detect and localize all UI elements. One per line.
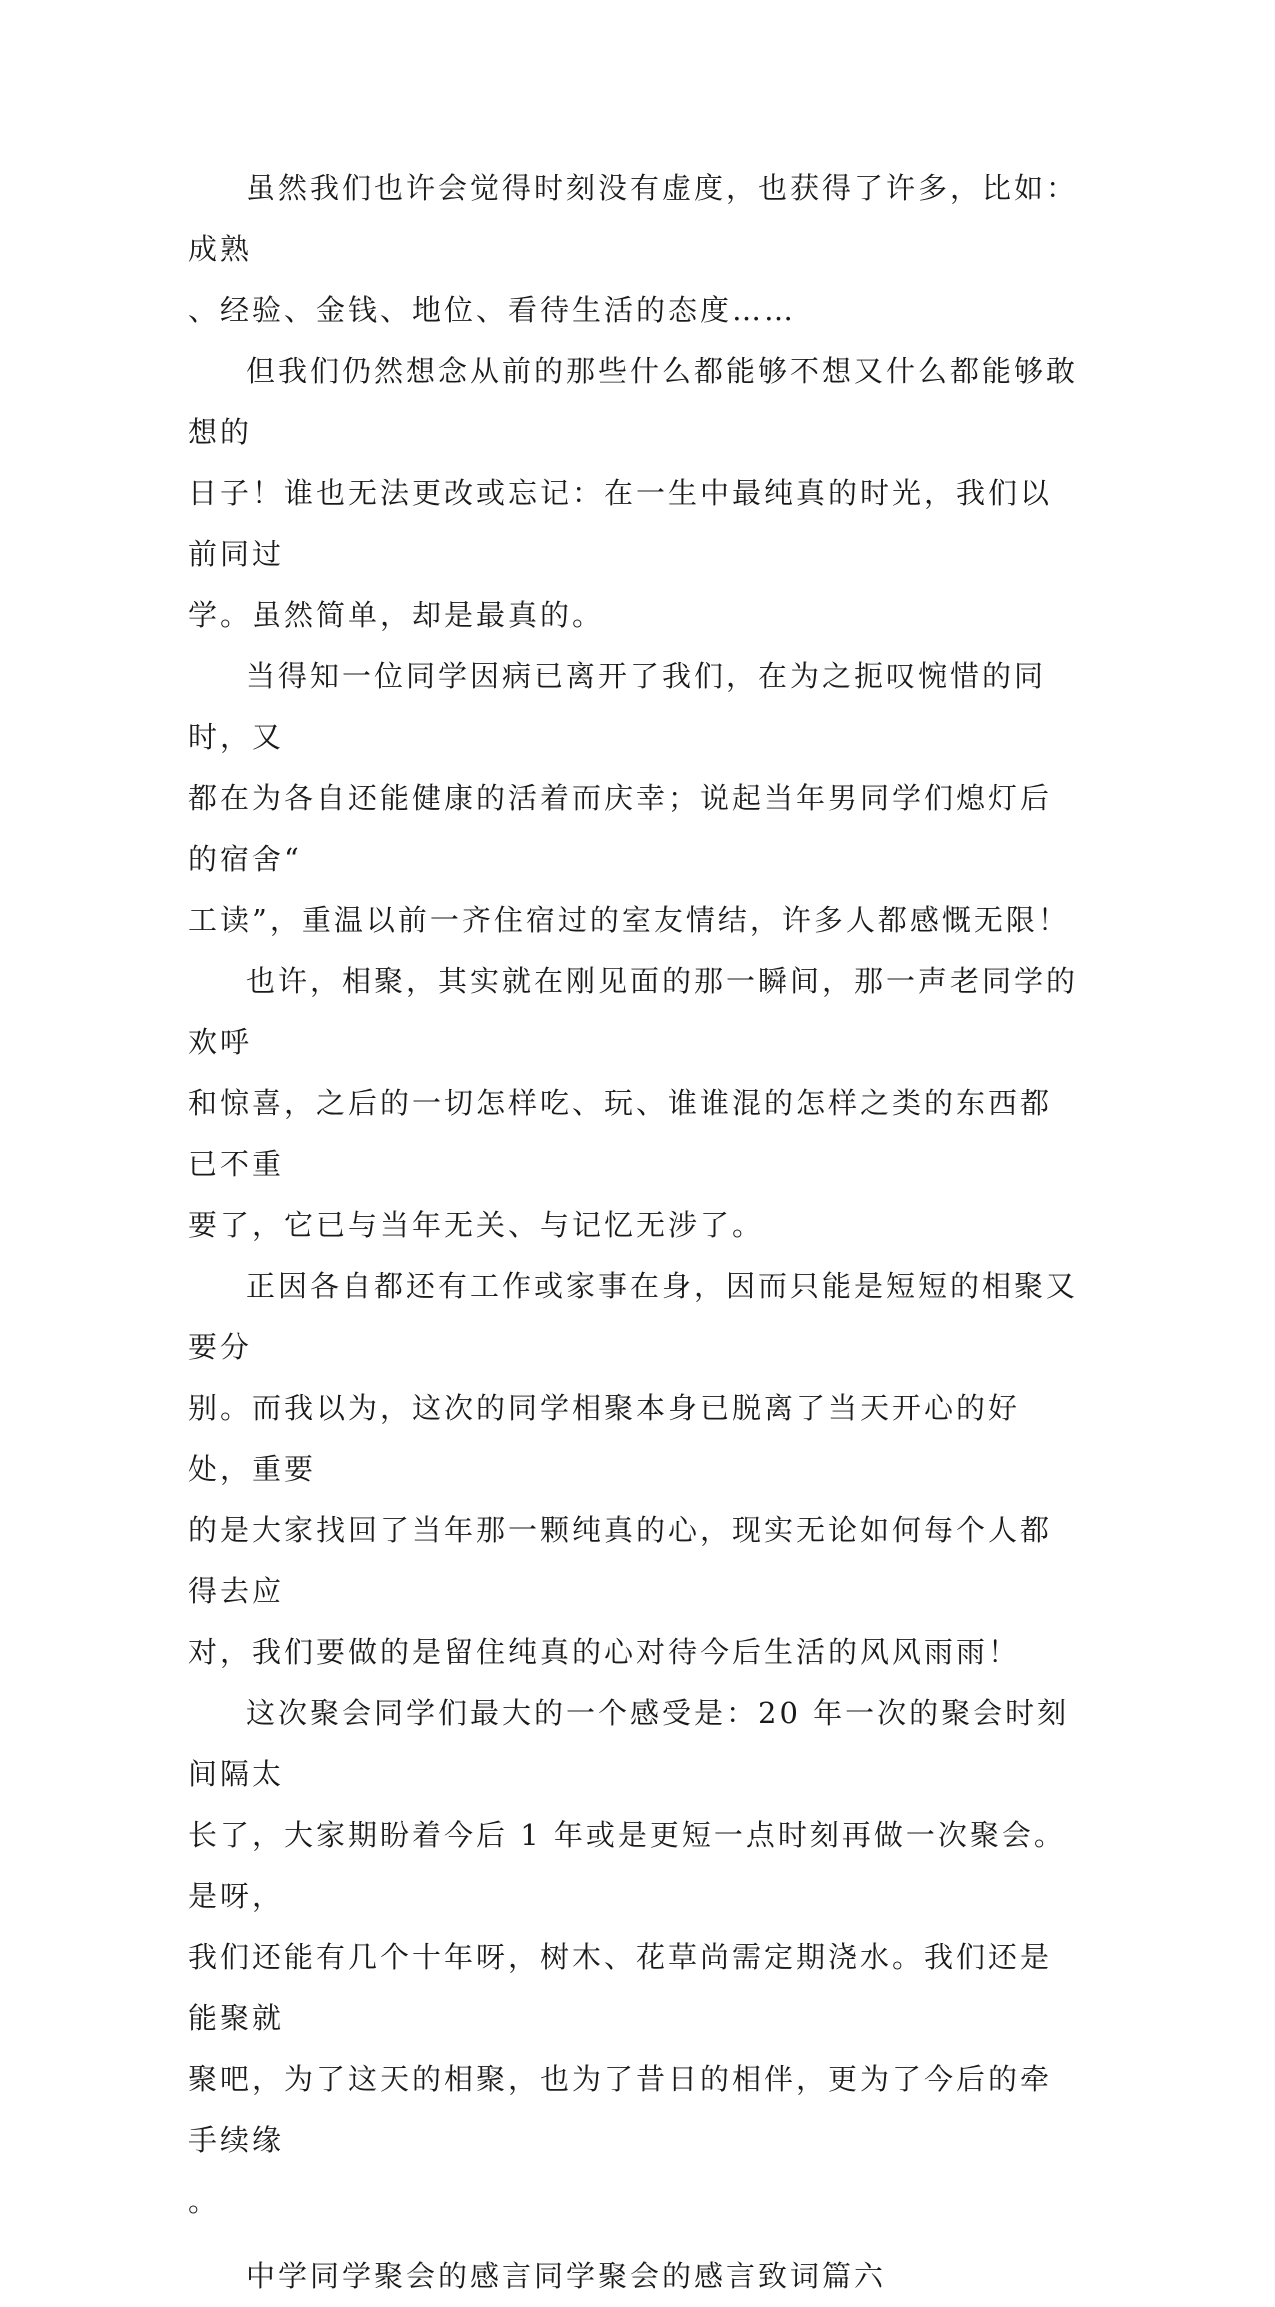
paragraph-4: 也许，相聚，其实就在刚见面的那一瞬间，那一声老同学的欢呼 和惊喜，之后的一切怎样吃、玩、谁谁混的怎样之类的东西都已不重 要了，它已与当年无关、与记忆无涉了。 (188, 964, 1079, 1242)
body-text (188, 158, 1078, 2307)
section-heading: 中学同学聚会的感言同学聚会的感言致词篇六 (246, 2259, 887, 2293)
paragraph-6: 这次聚会同学们最大的一个感受是：20 年一次的聚会时刻间隔太 长了，大家期盼着今后 1 年或是更短一点时刻再做一次聚会。是呀， 我们还能有几个十年呀，树木、花草尚需定期浇水。我们还是能聚就 聚吧，为了这天的相聚，也为了昔日的相伴，更为了今后的牵手续缘 。 (188, 1696, 1070, 2218)
paragraph-3: 当得知一位同学因病已离开了我们，在为之扼叹惋惜的同时，又 都在为各自还能健康的活着而庆幸；说起当年男同学们熄灯后的宿舍“ 工读”，重温以前一齐住宿过的室友情结，许多人都感慨无限！ (188, 659, 1070, 937)
paragraph-1: 虽然我们也许会觉得时刻没有虚度，也获得了许多，比如：成熟 、经验、金钱、地位、看待生活的态度…… (188, 171, 1079, 327)
paragraph-2: 但我们仍然想念从前的那些什么都能够不想又什么都能够敢想的 日子！谁也无法更改或忘记：在一生中最纯真的时光，我们以前同过 学。虽然简单，却是最真的。 (188, 354, 1079, 632)
paragraph-5: 正因各自都还有工作或家事在身，因而只能是短短的相聚又要分 别。而我以为，这次的同学相聚本身已脱离了当天开心的好处，重要 的是大家找回了当年那一颗纯真的心，现实无论如何每个人都得去应 对，我们要做的是留住纯真的心对待今后生活的风风雨雨！ (188, 1269, 1079, 1669)
